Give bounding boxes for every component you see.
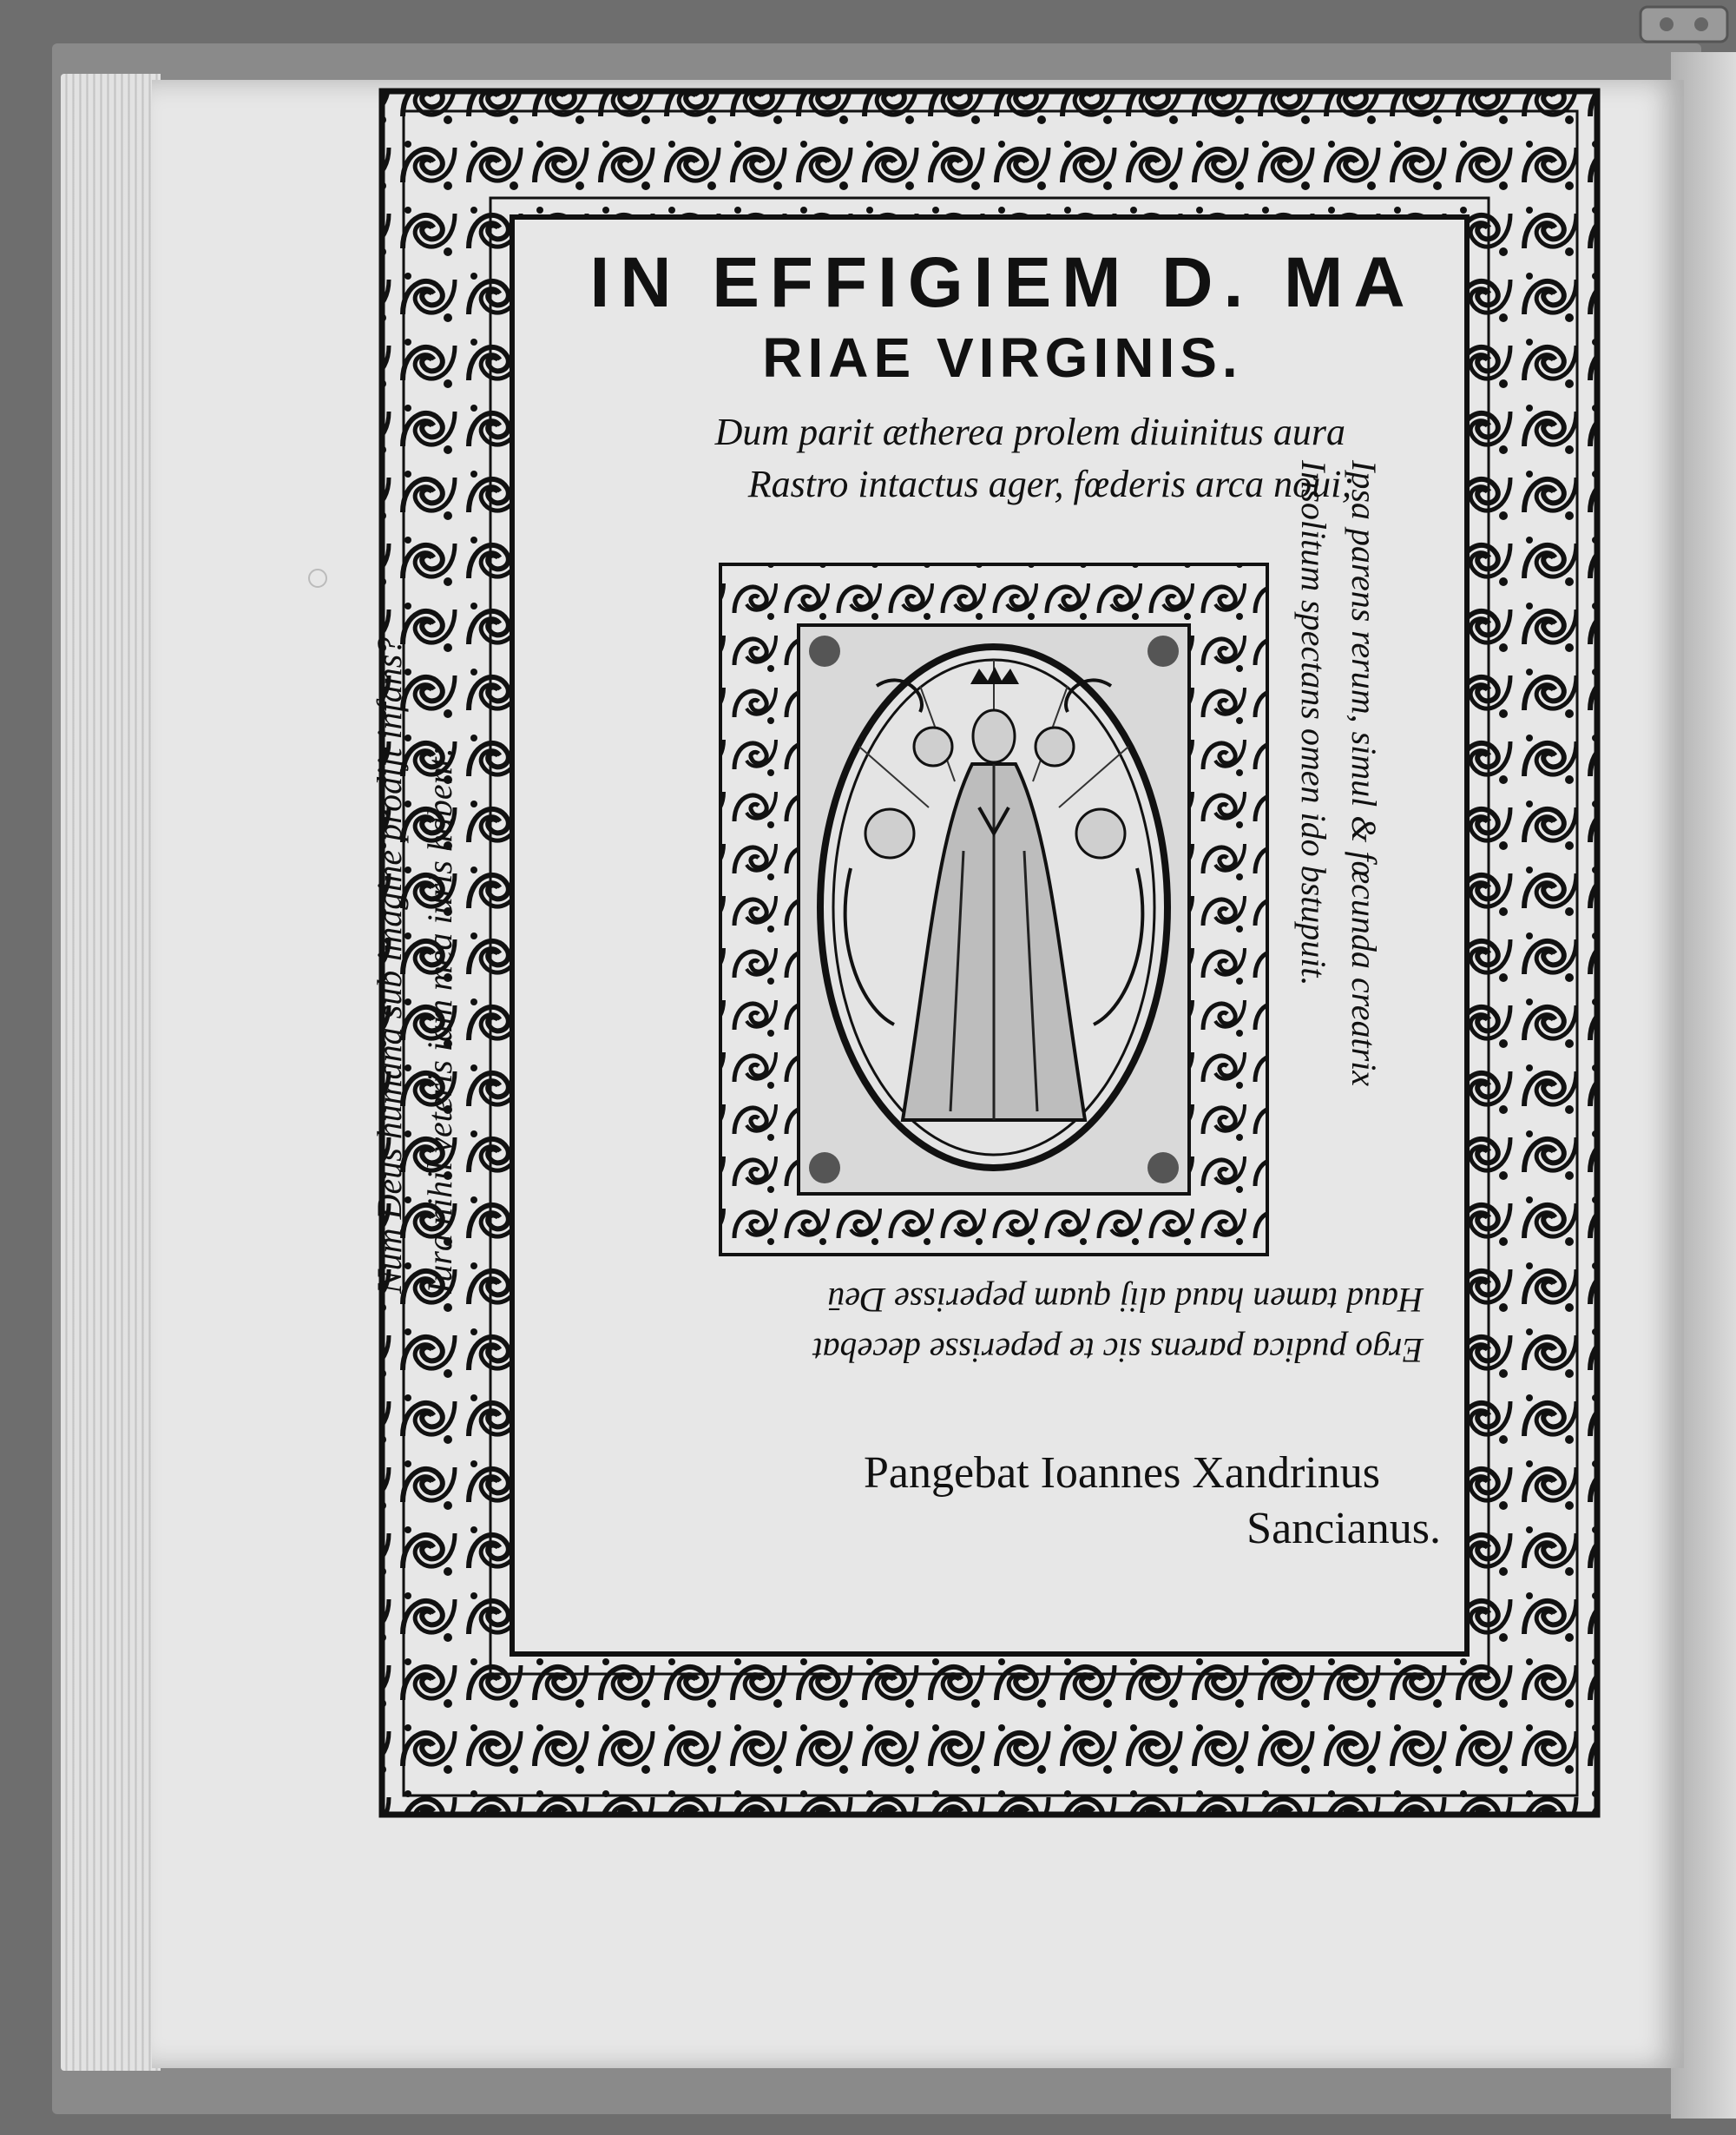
verse-bottom: [625, 1275, 1424, 1375]
page-title: [512, 243, 1493, 392]
verse-top-line-2: Rastro intactus ager, fœderis arca noui;: [747, 463, 1354, 505]
title-line-2: RIAE VIRGINIS.: [762, 326, 1243, 389]
verse-right-line-2: Insolitum spectans omen ido bstupuit.: [1294, 460, 1333, 986]
signature: [781, 1446, 1441, 1557]
madonna-engraving: [820, 647, 1167, 1168]
verse-left-line-2: Iura nihil veteris iam mea iuris habent:: [420, 745, 459, 1294]
signature-line-1: Pangebat Ioannes Xandrinus: [864, 1448, 1380, 1498]
verse-bottom-line-1: Ergo pudica parens sic te peperisse decebat: [812, 1331, 1424, 1370]
signature-line-2: Sancianus.: [1246, 1504, 1441, 1553]
verse-bottom-line-2: Haud tamen haud alij quam peperisse Deū: [827, 1281, 1424, 1320]
verse-top: [556, 406, 1354, 511]
title-line-1: IN EFFIGIEM D. MA: [589, 243, 1416, 322]
verse-top-line-1: Dum parit æthereа prolem diuinitus aura: [714, 411, 1345, 453]
verse-left-line-1: Num Deus humana sub imagine prodijt infans?: [370, 636, 409, 1294]
verse-right-line-1: Ipsa parens rerum, simul & fœcunda creatrix: [1345, 460, 1384, 1087]
